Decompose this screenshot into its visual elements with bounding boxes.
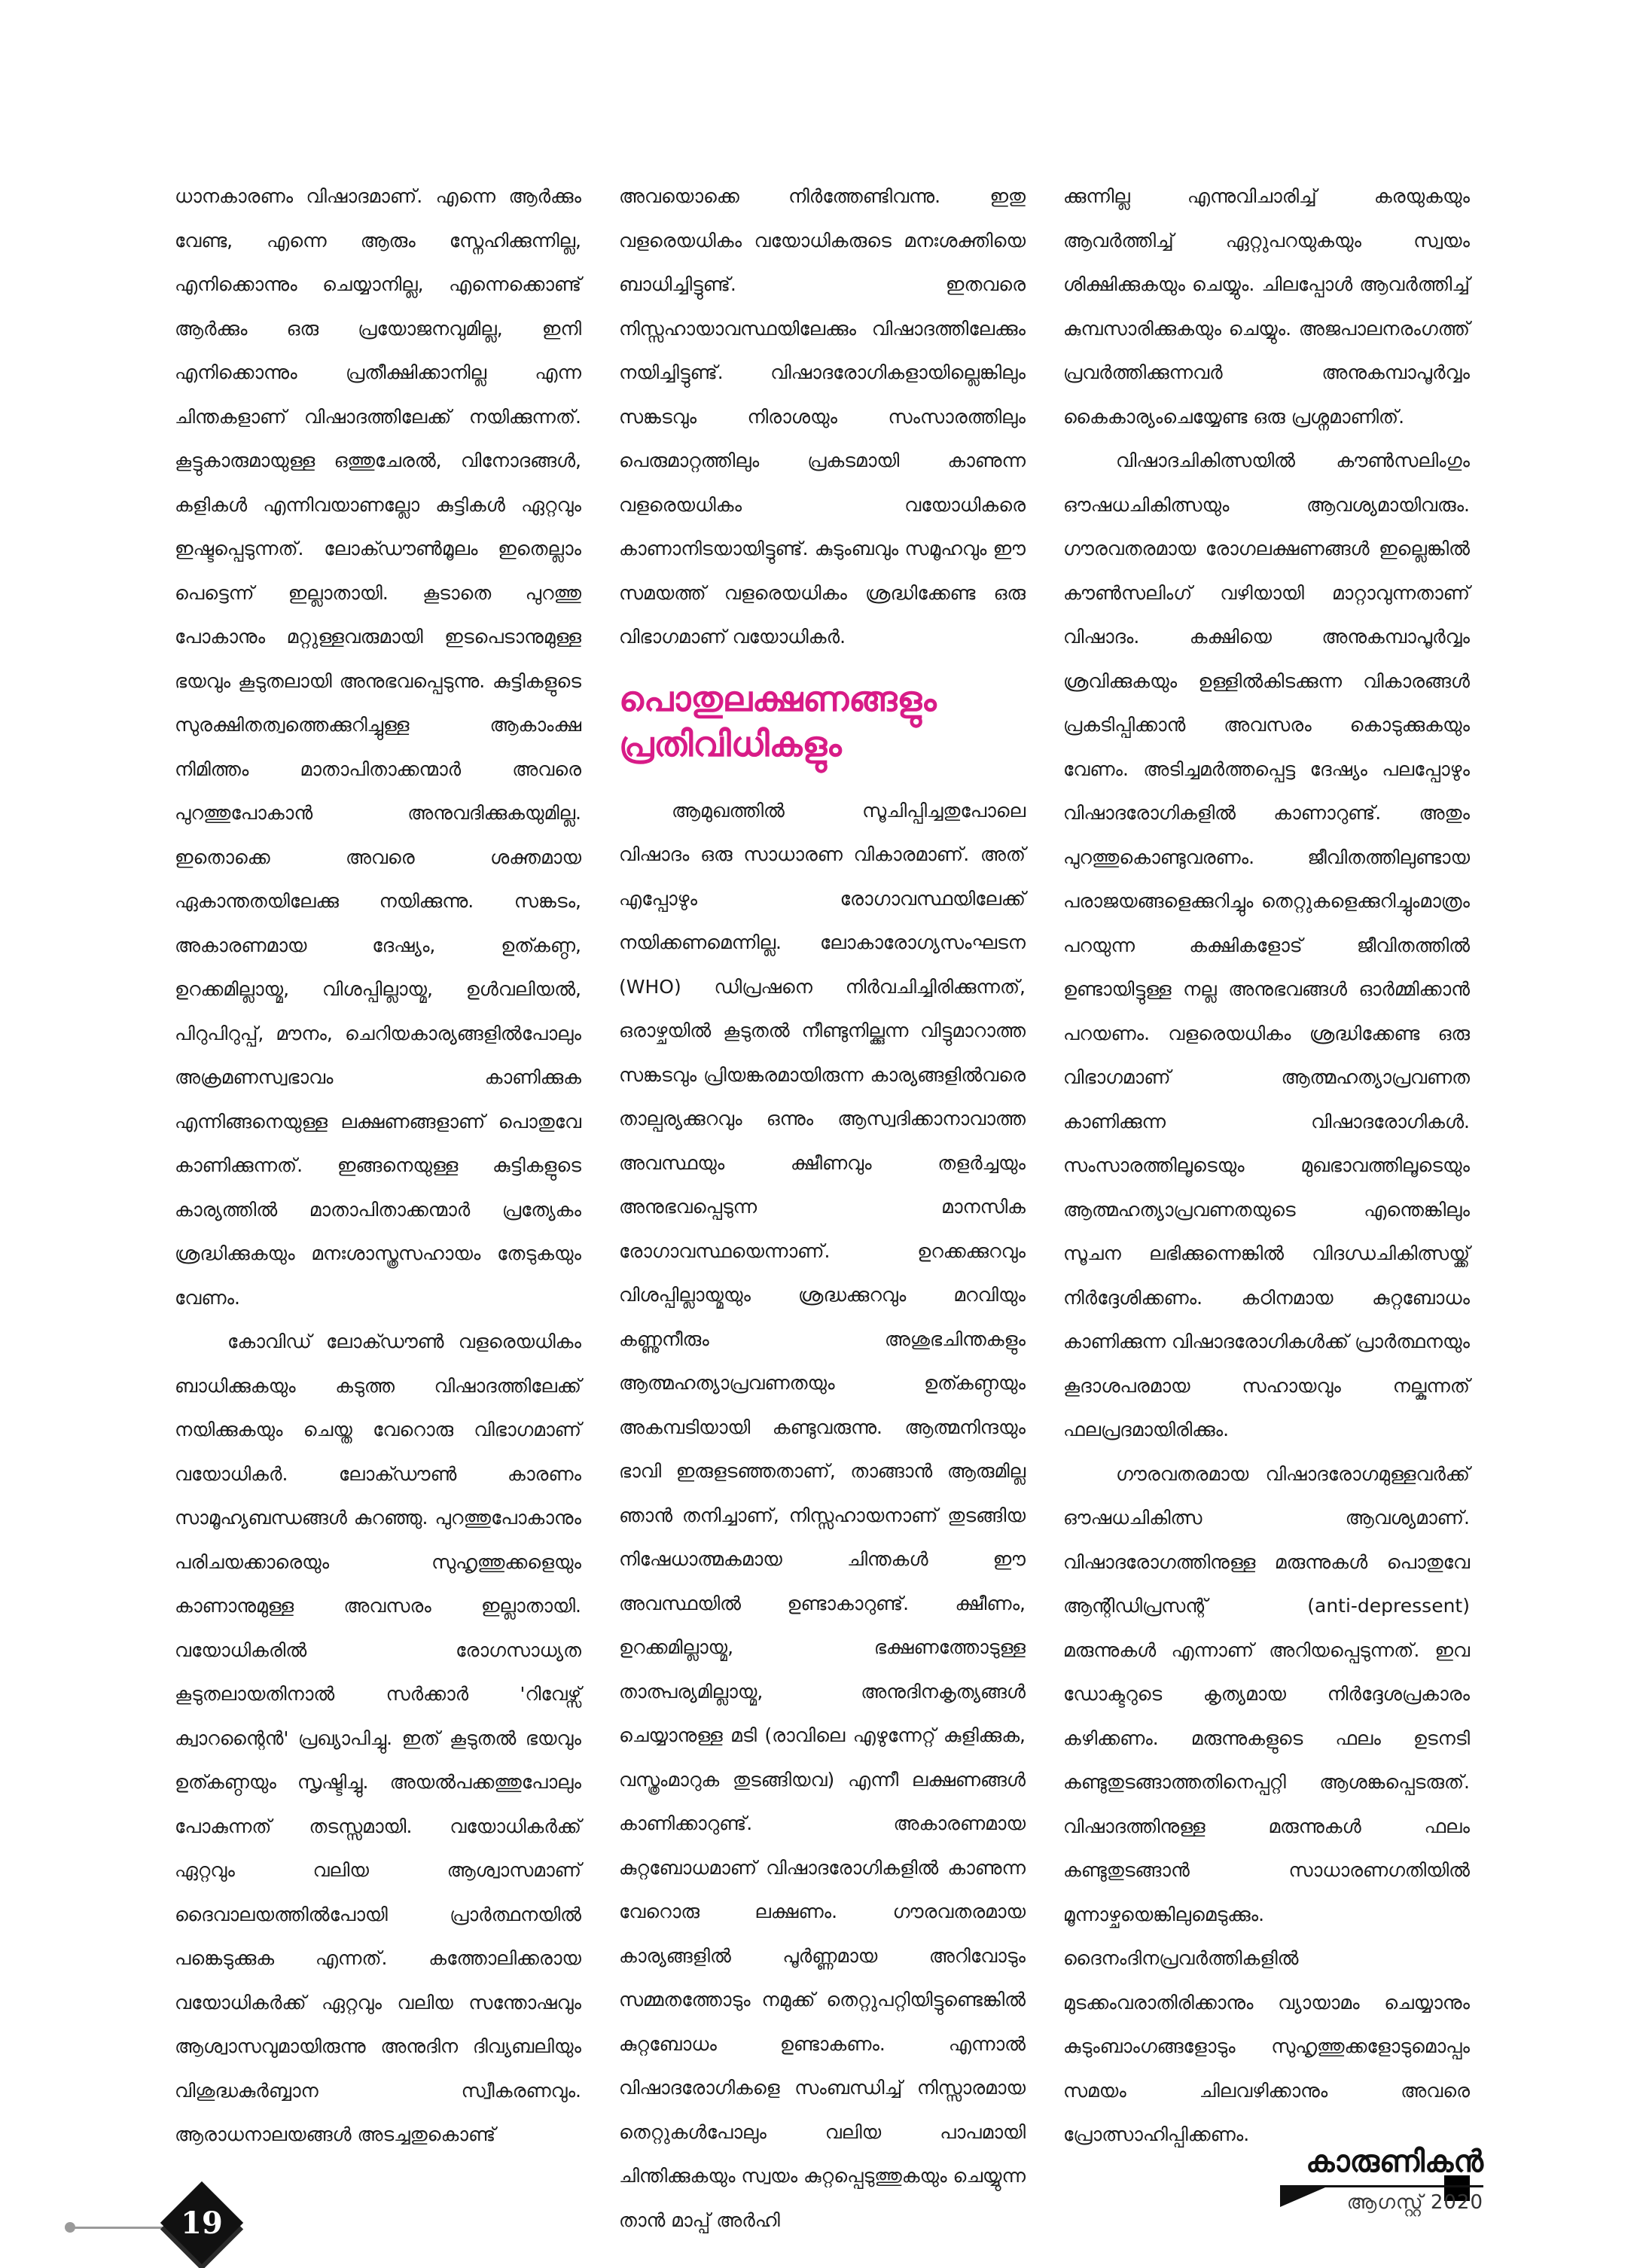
article-column-2	[619, 175, 1026, 2242]
issue-date: ആഗസ്റ്റ് 2020	[1346, 2191, 1483, 2214]
article-paragraph: അവയൊക്കെ നിർത്തേണ്ടിവന്നു. ഇതു വളരെയധികം വയോധികരുടെ മനഃശക്തിയെ ബാധിച്ചിട്ടുണ്ട്. ഇതവരെ നിസ്സഹായാവസ്ഥയിലേക്കും വിഷാദത്തിലേക്കും നയിച്ചിട്ടുണ്ട്. വിഷാദരോഗികളായില്ലെങ്കിലും സങ്കടവും നിരാശയും സംസാരത്തിലും പെരുമാറ്റത്തിലും പ്രകടമായി കാണുന്ന വളരെയധികം വയോധികരെ കാണാനിടയായിട്ടുണ്ട്. കുടുംബവും സമൂഹവും ഈ സമയത്ത് വളരെയധികം ശ്രദ്ധിക്കേണ്ട ഒരു വിഭാഗമാണ് വയോധികർ.	[619, 185, 1026, 648]
page-number: 19	[181, 2206, 223, 2241]
article-column-3	[1063, 175, 1470, 2201]
article-paragraph: ഗൗരവതരമായ വിഷാദരോഗമുള്ളവർക്ക് ഔഷധചികിത്സ ആവശ്യമാണ്. വിഷാദരോഗത്തിനുള്ള മരുന്നുകൾ പൊതുവേ ആന്റിഡിപ്രസന്റ് (anti-depressent) മരുന്നുകൾ എന്നാണ് അറിയപ്പെടുന്നത്. ഇവ ഡോക്ടറുടെ കൃത്യമായ നിർദ്ദേശപ്രകാരം കഴിക്കണം. മരുന്നുകളുടെ ഫലം ഉടനടി കണ്ടുതുടങ്ങാത്തതിനെപ്പറ്റി ആശങ്കപ്പെടരുത്. വിഷാദത്തിനുള്ള മരുന്നുകൾ ഫലം കണ്ടുതുടങ്ങാൻ സാധാരണഗതിയിൽ മൂന്നാഴ്ചയെങ്കിലുമെടുക്കും. ദൈനംദിനപ്രവർത്തികളിൽ മുടക്കംവരാതിരിക്കാനും വ്യായാമം ചെയ്യാനും കുടുംബാംഗങ്ങളോടും സുഹൃത്തുക്കളോടുമൊപ്പം സമയം ചിലവഴിക്കാനും അവരെ പ്രോത്സാഹിപ്പിക്കണം.	[1063, 1462, 1470, 2145]
magazine-name: കാരുണികൻ	[1306, 2145, 1483, 2179]
article-column-1	[175, 175, 581, 2157]
article-paragraph: വിഷാദചികിത്സയിൽ കൗൺസലിംഗും ഔഷധചികിത്സയും ആവശ്യമായിവരും. ഗൗരവതരമായ രോഗലക്ഷണങ്ങൾ ഇല്ലെങ്കിൽ കൗൺസലിംഗ് വഴിയായി മാറ്റാവുന്നതാണ് വിഷാദം. കക്ഷിയെ അനുകമ്പാപൂർവ്വം ശ്രവിക്കുകയും ഉള്ളിൽകിടക്കുന്ന വികാരങ്ങൾ പ്രകടിപ്പിക്കാൻ അവസരം കൊടുക്കുകയും വേണം. അടിച്ചമർത്തപ്പെട്ട ദേഷ്യം പലപ്പോഴും വിഷാദരോഗികളിൽ കാണാറുണ്ട്. അതും പുറത്തുകൊണ്ടുവരണം. ജീവിതത്തിലുണ്ടായ പരാജയങ്ങളെക്കുറിച്ചും തെറ്റുകളെക്കുറിച്ചുംമാത്രം പറയുന്ന കക്ഷികളോട് ജീവിതത്തിൽ ഉണ്ടായിട്ടുള്ള നല്ല അനുഭവങ്ങൾ ഓർമ്മിക്കാൻ പറയണം. വളരെയധികം ശ്രദ്ധിക്കേണ്ട ഒരു വിഭാഗമാണ് ആത്മഹത്യാപ്രവണത കാണിക്കുന്ന വിഷാദരോഗികൾ. സംസാരത്തിലൂടെയും മുഖഭാവത്തിലൂടെയും ആത്മഹത്യാപ്രവണതയുടെ എന്തെങ്കിലും സൂചന ലഭിക്കുന്നെങ്കിൽ വിദഗ്ധചികിത്സയ്ക്ക് നിർദ്ദേശിക്കണം. കഠിനമായ കുറ്റബോധം കാണിക്കുന്ന വിഷാദരോഗികൾക്ക് പ്രാർത്ഥനയും കൂദാശപരമായ സഹായവും നല്കുന്നത് ഫലപ്രദമായിരിക്കും.	[1063, 450, 1470, 1440]
section-heading: പൊതുലക്ഷണങ്ങളും പ്രതിവിധികളും	[619, 678, 937, 764]
article-paragraph: ധാനകാരണം വിഷാദമാണ്. എന്നെ ആർക്കും വേണ്ട, എന്നെ ആരും സ്നേഹിക്കുന്നില്ല, എനിക്കൊന്നും ചെയ്യാനില്ല, എന്നെക്കൊണ്ട് ആർക്കും ഒരു പ്രയോജനവുമില്ല, ഇനി എനിക്കൊന്നും പ്രതീക്ഷിക്കാനില്ല എന്ന ചിന്തകളാണ് വിഷാദത്തിലേക്ക് നയിക്കുന്നത്. കൂട്ടുകാരുമായുള്ള ഒത്തുചേരൽ, വിനോദങ്ങൾ, കളികൾ എന്നിവയാണല്ലോ കുട്ടികൾ ഏറ്റവും ഇഷ്ടപ്പെടുന്നത്. ലോക്ഡൗൺമൂലം ഇതെല്ലാം പെട്ടെന്ന് ഇല്ലാതായി. കൂടാതെ പുറത്തു പോകാനും മറ്റുള്ളവരുമായി ഇടപെടാനുമുള്ള ഭയവും കൂടുതലായി അനുഭവപ്പെടുന്നു. കുട്ടികളുടെ സുരക്ഷിതത്വത്തെക്കുറിച്ചുള്ള ആകാംക്ഷ നിമിത്തം മാതാപിതാക്കന്മാർ അവരെ പുറത്തുപോകാൻ അനുവദിക്കുകയുമില്ല. ഇതൊക്കെ അവരെ ശക്തമായ ഏകാന്തതയിലേക്കു നയിക്കുന്നു. സങ്കടം, അകാരണമായ ദേഷ്യം, ഉത്കണ്ഠ, ഉറക്കമില്ലായ്മ, വിശപ്പില്ലായ്മ, ഉൾവലിയൽ, പിറുപിറുപ്പ്, മൗനം, ചെറിയകാര്യങ്ങളിൽപോലും അക്രമണസ്വഭാവം കാണിക്കുക എന്നിങ്ങനെയുള്ള ലക്ഷണങ്ങളാണ് പൊതുവേ കാണിക്കുന്നത്. ഇങ്ങനെയുള്ള കുട്ടികളുടെ കാര്യത്തിൽ മാതാപിതാക്കന്മാർ പ്രത്യേകം ശ്രദ്ധിക്കുകയും മനഃശാസ്ത്രസഹായം തേടുകയും വേണം.	[175, 185, 581, 1309]
footer-rule	[69, 2227, 167, 2229]
article-paragraph: ആമുഖത്തിൽ സൂചിപ്പിച്ചതുപോലെ വിഷാദം ഒരു സാധാരണ വികാരമാണ്. അത് എപ്പോഴും രോഗാവസ്ഥയിലേക്ക് നയിക്കണമെന്നില്ല. ലോകാരോഗ്യസംഘടന (WHO) ഡിപ്രഷനെ നിർവചിച്ചിരിക്കുന്നത്, ഒരാഴ്ചയിൽ കൂടുതൽ നീണ്ടുനില്ക്കുന്ന വിട്ടുമാറാത്ത സങ്കടവും പ്രിയങ്കരമായിരുന്ന കാര്യങ്ങളിൽവരെ താല്പര്യക്കുറവും ഒന്നും ആസ്വദിക്കാനാവാത്ത അവസ്ഥയും ക്ഷീണവും തളർച്ചയും അനുഭവപ്പെടുന്ന മാനസിക രോഗാവസ്ഥയെന്നാണ്. ഉറക്കക്കുറവും വിശപ്പില്ലായ്മയും ശ്രദ്ധക്കുറവും മറവിയും കണ്ണുനീരും അശുഭചിന്തകളും ആത്മഹത്യാപ്രവണതയും ഉത്കണ്ഠയും അകമ്പടിയായി കണ്ടുവരുന്നു. ആത്മനിന്ദയും ഭാവി ഇരുളടഞ്ഞതാണ്, താങ്ങാൻ ആരുമില്ല ഞാൻ തനിച്ചാണ്, നിസ്സഹായനാണ് തുടങ്ങിയ നിഷേധാത്മകമായ ചിന്തകൾ ഈ അവസ്ഥയിൽ ഉണ്ടാകാറുണ്ട്. ക്ഷീണം, ഉറക്കമില്ലായ്മ, ഭക്ഷണത്തോടുള്ള താത്പര്യമില്ലായ്മ, അനുദിനകൃത്യങ്ങൾ ചെയ്യാനുള്ള മടി (രാവിലെ എഴുന്നേറ്റ് കുളിക്കുക, വസ്ത്രംമാറുക തുടങ്ങിയവ) എന്നീ ലക്ഷണങ്ങൾ കാണിക്കാറുണ്ട്. അകാരണമായ കുറ്റബോധമാണ് വിഷാദരോഗികളിൽ കാണുന്ന വേറൊരു ലക്ഷണം. ഗൗരവതരമായ കാര്യങ്ങളിൽ പൂർണ്ണമായ അറിവോടും സമ്മതത്തോടും നമുക്ക് തെറ്റുപറ്റിയിട്ടുണ്ടെങ്കിൽ കുറ്റബോധം ഉണ്ടാകണം. എന്നാൽ വിഷാദരോഗികളെ സംബന്ധിച്ച് നിസ്സാരമായ തെറ്റുകൾപോലും വലിയ പാപമായി ചിന്തിക്കുകയും സ്വയം കുറ്റപ്പെടുത്തുകയും ചെയ്യുന്ന താൻ മാപ്പ് അർഹി	[619, 799, 1026, 2231]
article-paragraph: കോവിഡ് ലോക്ഡൗൺ വളരെയധികം ബാധിക്കുകയും കടുത്ത വിഷാദത്തിലേക്ക് നയിക്കുകയും ചെയ്ത വേറൊരു വിഭാഗമാണ് വയോധികർ. ലോക്ഡൗൺ കാരണം സാമൂഹ്യബന്ധങ്ങൾ കുറഞ്ഞു. പുറത്തുപോകാനും പരിചയക്കാരെയും സുഹൃത്തുക്കളെയും കാണാനുമുള്ള അവസരം ഇല്ലാതായി. വയോധികരിൽ രോഗസാധ്യത കൂടുതലായതിനാൽ സർക്കാർ 'റിവേഴ്സ് ക്വാറന്റൈൻ' പ്രഖ്യാപിച്ചു. ഇത് കൂടുതൽ ഭയവും ഉത്കണ്ഠയും സൃഷ്ടിച്ചു. അയൽപക്കത്തുപോലും പോകുന്നത് തടസ്സമായി. വയോധികർക്ക് ഏറ്റവും വലിയ ആശ്വാസമാണ് ദൈവാലയത്തിൽപോയി പ്രാർത്ഥനയിൽ പങ്കെടുക്കുക എന്നത്. കത്തോലിക്കരായ വയോധികർക്ക് ഏറ്റവും വലിയ സന്തോഷവും ആശ്വാസവുമായിരുന്നു അനുദിന ദിവ്യബലിയും വിശുദ്ധകുർബ്ബാന സ്വീകരണവും. ആരാധനാലയങ്ങൾ അടച്ചതുകൊണ്ട്	[175, 1331, 581, 2145]
article-paragraph: ക്കുന്നില്ല എന്നുവിചാരിച്ച് കരയുകയും ആവർത്തിച്ച് ഏറ്റുപറയുകയും സ്വയം ശിക്ഷിക്കുകയും ചെയ്യും. ചിലപ്പോൾ ആവർത്തിച്ച് കുമ്പസാരിക്കുകയും ചെയ്യും. അജപാലനരംഗത്ത് പ്രവർത്തിക്കുന്നവർ അനുകമ്പാപൂർവ്വം കൈകാര്യംചെയ്യേണ്ട ഒരു പ്രശ്നമാണിത്.	[1063, 185, 1470, 428]
brand-wedge	[1280, 2187, 1325, 2207]
